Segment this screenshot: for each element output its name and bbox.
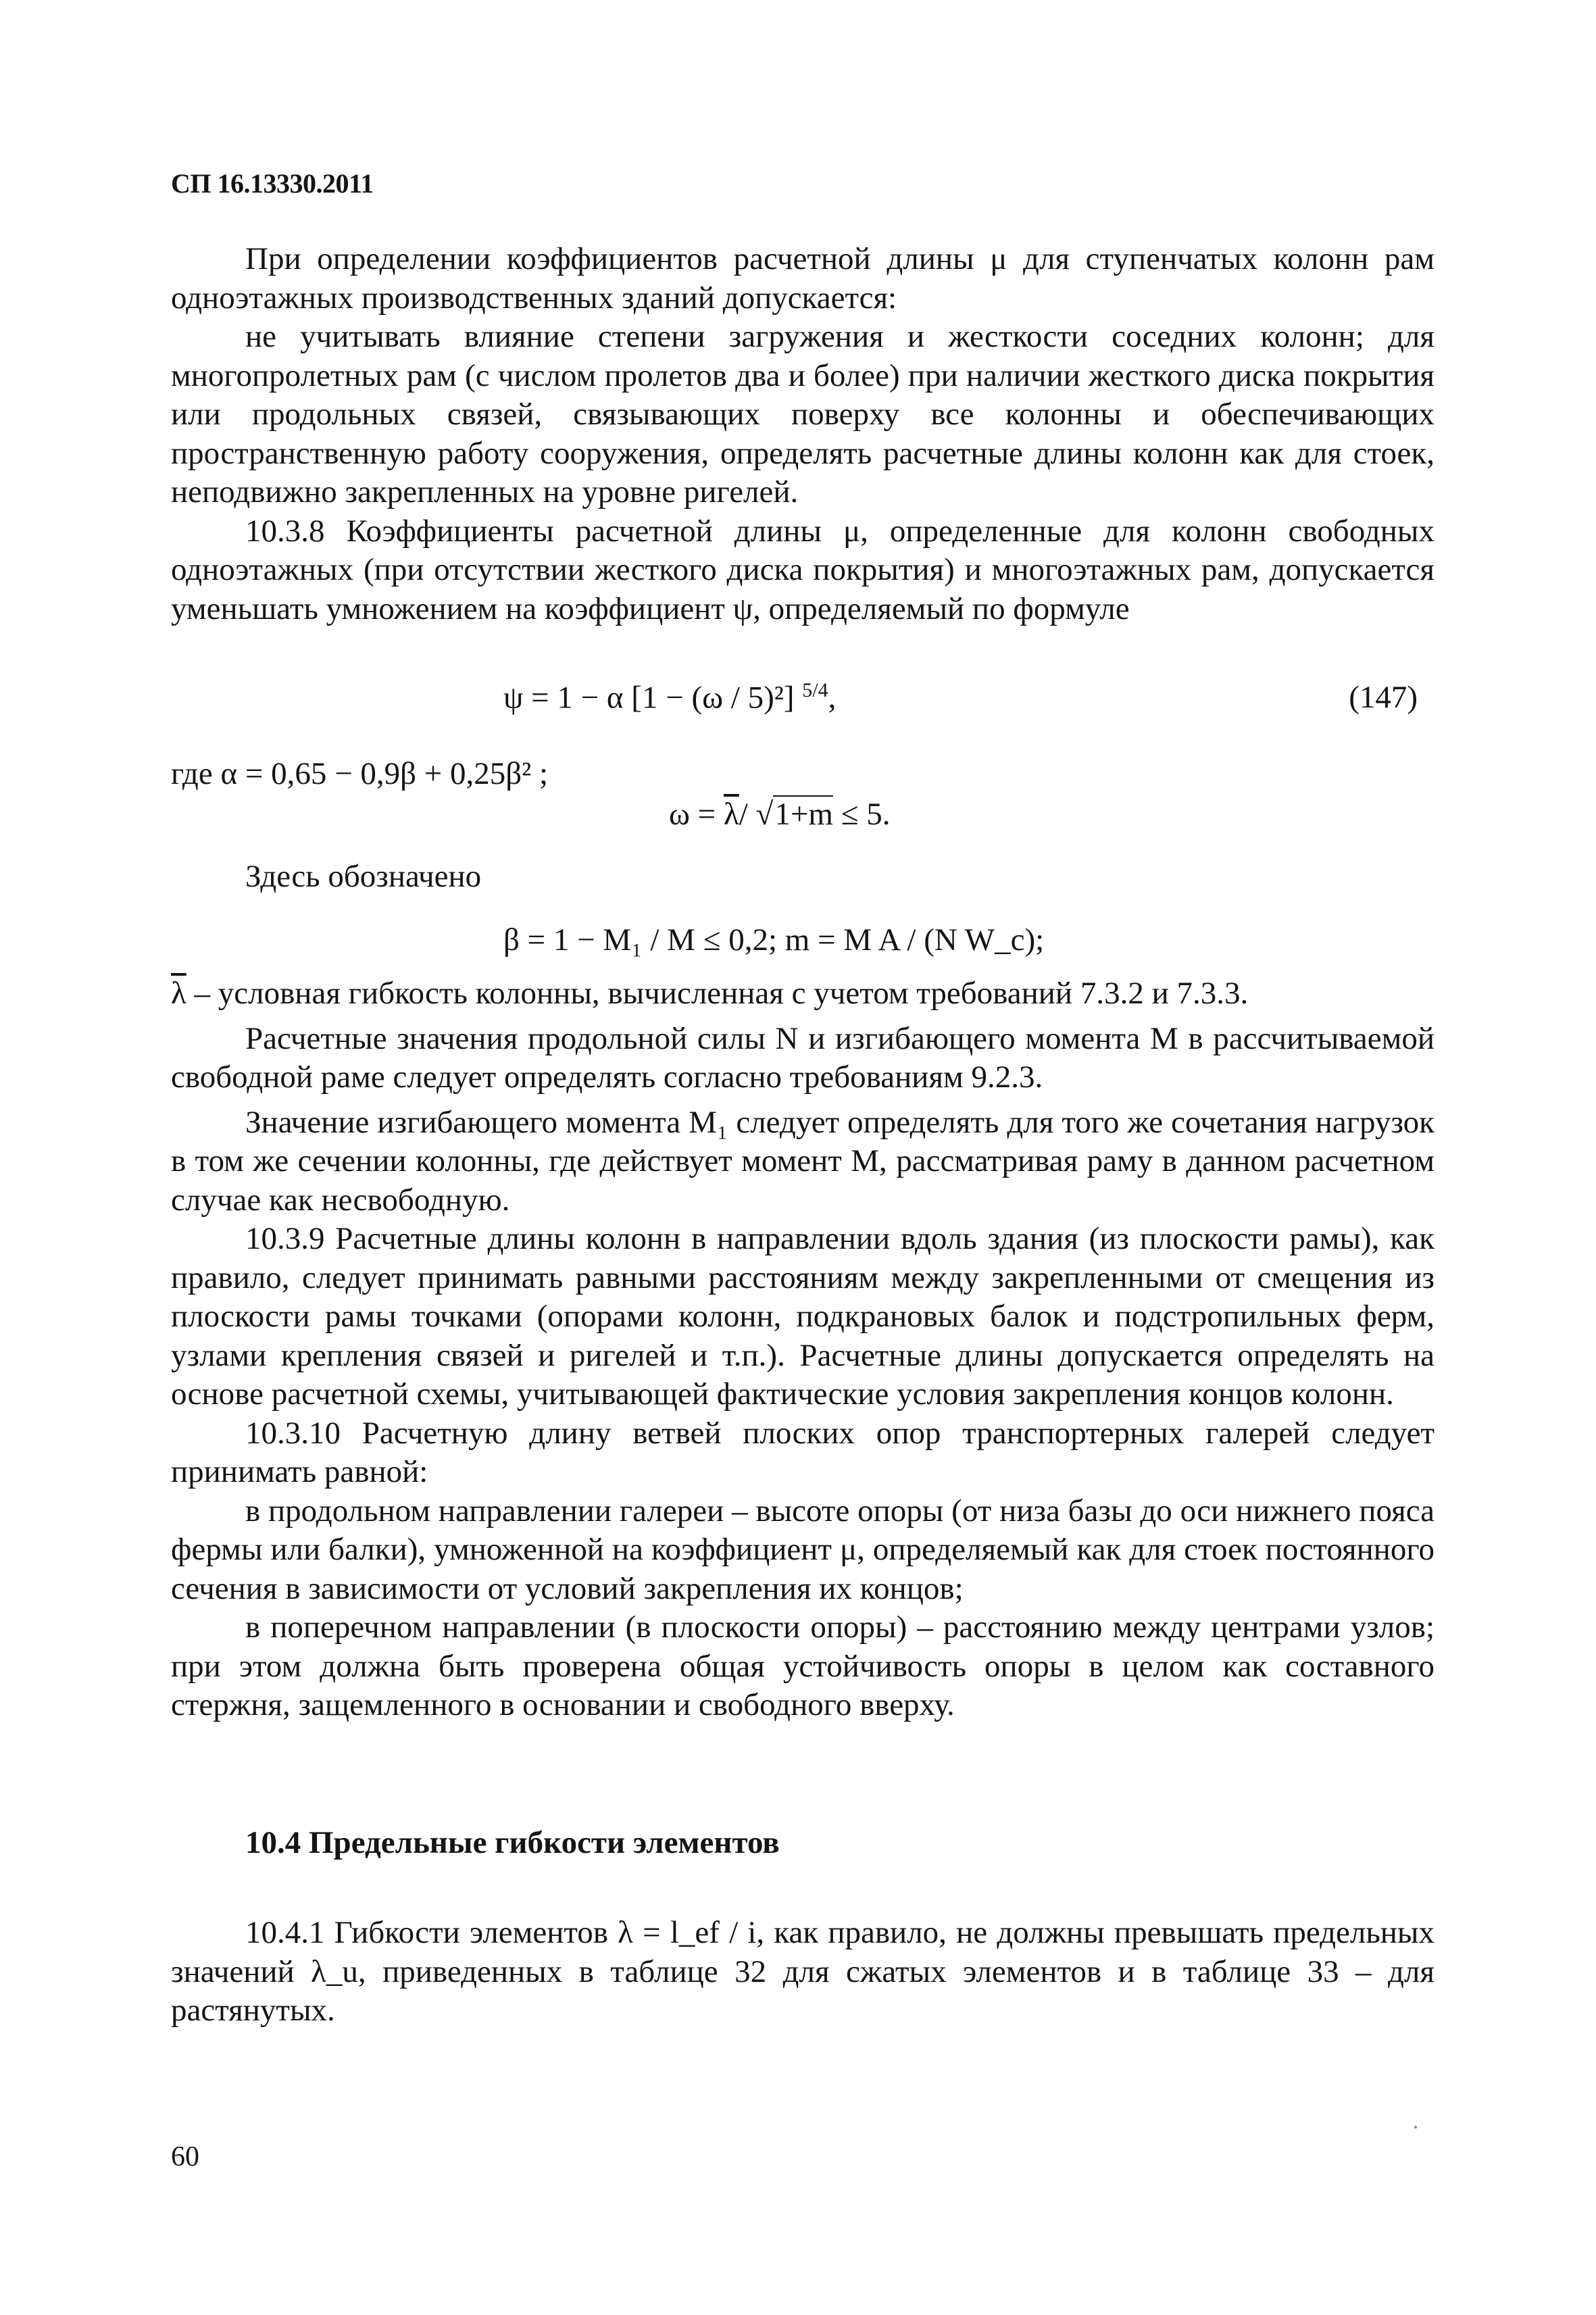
formula-147-body: ψ = 1 − α [1 − (ω / 5)²] (503, 680, 803, 716)
lambda-bar: $\overline{\lambda}$ (723, 797, 739, 832)
page-number: 60 (171, 2141, 199, 2172)
intro-block (171, 240, 1435, 628)
clause-10-4-1: 10.4.1 Гибкости элементов λ = l_ef / i, как правило, не должны превышать предельных значений λ_u, приведенных в таблице 32 для сжатых элементов и в таблице 33 – для растянутых. (171, 1915, 1435, 2028)
definitions-block (171, 974, 1435, 1725)
clause-10-3-10-transverse: в поперечном направлении (в плоскости опоры) – расстоянию между центрами узлов; при этом должна быть проверена общая устойчивость опоры в целом как составного стержня, защемленного в основании и свободного вверху. (171, 1610, 1435, 1722)
omega-slash: / √ (739, 797, 774, 832)
omega-definition (669, 796, 890, 832)
lambda-description-text: – условная гибкость колонны, вычисленная с учетом требований 7.3.2 и 7.3.3. (186, 976, 1249, 1011)
section-heading: 10.4 Предельные гибкости элементов (245, 1825, 780, 1860)
omega-radicand: 1+m (774, 797, 833, 832)
lambda-symbol: $\overline{\lambda}$ (171, 976, 186, 1011)
alpha-definition: где α = 0,65 − 0,9β + 0,25β² ; (171, 756, 549, 791)
scan-artifact (1414, 2126, 1417, 2129)
notation-intro: Здесь обозначено (245, 859, 482, 894)
intro-paragraph: При определении коэффициентов расчетной длины μ для ступенчатых колонн рам одноэтажных производственных зданий допускается: (171, 241, 1435, 316)
forces-paragraph: Расчетные значения продольной силы N и изгибающего момента M в рассчитываемой свободной раме следует определять согласно требованиям 9.2.3. (171, 1020, 1435, 1095)
moment-paragraph: Значение изгибающего момента M₁ следует определять для того же сочетания нагрузок в том же сечении колонны, где действует момент M, рассматривая раму в данном расчетном случае как несвободную. (171, 1104, 1435, 1218)
lambda-description (171, 974, 1435, 1014)
formula-147-tail: , (828, 680, 837, 716)
omega-lhs: ω = (669, 797, 724, 832)
clause-10-3-10: 10.3.10 Расчетную длину ветвей плоских опор транспортерных галерей следует принимать равной: (171, 1415, 1435, 1489)
clause-10-3-8: 10.3.8 Коэффициенты расчетной длины μ, определенные для колонн свободных одноэтажных (при отсутствии жесткого диска покрытия) и многоэтажных рам, допускается уменьшать умножением на коэффициент ψ, определяемый по формуле (171, 513, 1435, 626)
clause-10-3-10-longitudinal: в продольном направлении галереи – высоте опоры (от низа базы до оси нижнего пояса фермы или балки), умноженной на коэффициент μ, определяемый как для стоек постоянного сечения в зависимости от условий закрепления их концов; (171, 1493, 1435, 1606)
clause-10-3-9: 10.3.9 Расчетные длины колонн в направлении вдоль здания (из плоскости рамы), как правило, следует принимать равными расстояниям между закрепленными от смещения из плоскости рамы точками (опорами колонн, подкрановых балок и подстропильных ферм, узлами крепления связей и ригелей и т.п.). Расчетные длины допускается определять на основе расчетной схемы, учитывающей фактические условия закрепления концов колонн. (171, 1221, 1435, 1412)
clause-10-4-block (171, 1914, 1435, 2031)
formula-number: (147) (1349, 680, 1418, 715)
omega-rhs: ≤ 5. (832, 797, 891, 832)
formula-147-exponent: 5/4 (802, 679, 828, 701)
formula-147 (503, 679, 836, 716)
beta-definition: β = 1 − M₁ / M ≤ 0,2; m = M A / (N W_c); (503, 922, 1045, 957)
intro-paragraph-2: не учитывать влияние степени загружения и жесткости соседних колонн; для многопролетных рам (с числом пролетов два и более) при наличии жесткого диска покрытия или продольных связей, связывающих поверху все колонны и обеспечивающих пространственную работу сооружения, определять расчетные длины колонн как для стоек, неподвижно закрепленных на уровне ригелей. (171, 319, 1435, 509)
document-code: СП 16.13330.2011 (171, 168, 374, 199)
